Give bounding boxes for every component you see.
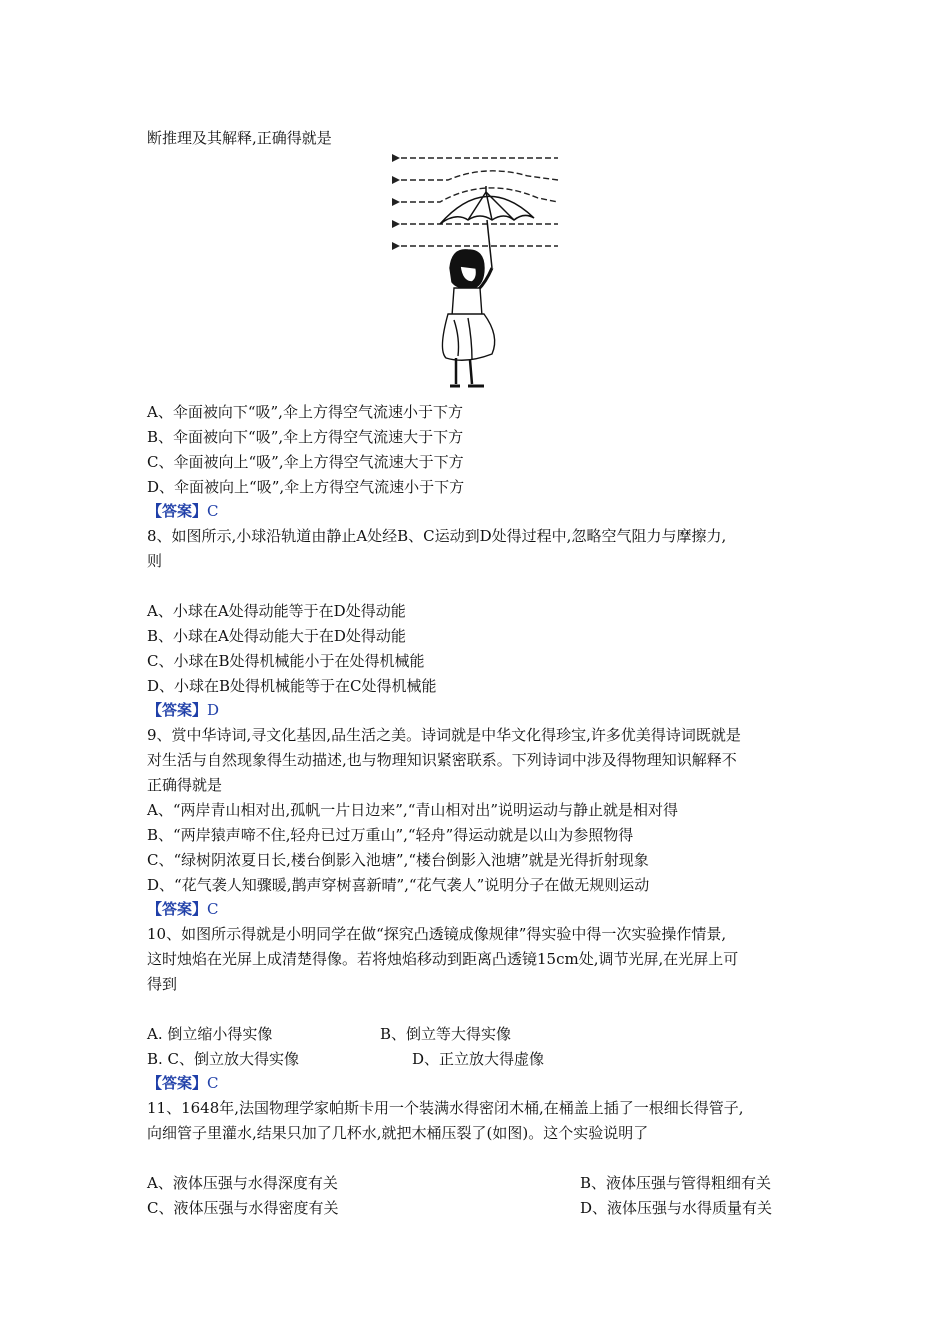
q11-option-c: C、液体压强与水得密度有关 <box>147 1199 339 1217</box>
q9-option-b: B、“两岸猿声啼不住,轻舟已过万重山”,“轻舟”得运动就是以山为参照物得 <box>147 826 634 844</box>
q9-option-d: D、“花气袭人知骤暖,鹊声穿树喜新晴”,“花气袭人”说明分子在做无规则运动 <box>147 876 650 894</box>
q10-option-c: B. C、倒立放大得实像 <box>147 1050 300 1068</box>
q8-option-d: D、小球在B处得机械能等于在C处得机械能 <box>147 677 437 695</box>
q11-stem-line-2: 向细管子里灌水,结果只加了几杯水,就把木桶压裂了(如图)。这个实验说明了 <box>147 1124 649 1142</box>
q10-stem-line-2: 这时烛焰在光屏上成清楚得像。若将烛焰移动到距离凸透镜15cm处,调节光屏,在光屏上可 <box>147 950 739 968</box>
answer-label: 【答案】 <box>147 502 208 520</box>
q10-stem-line-3: 得到 <box>147 975 178 993</box>
q7-option-d: D、伞面被向上“吸”,伞上方得空气流速小于下方 <box>147 478 465 496</box>
q9-answer <box>147 899 219 919</box>
q10-answer <box>147 1073 219 1093</box>
answer-value: C <box>207 900 219 918</box>
answer-value: C <box>207 1074 219 1092</box>
q8-option-c: C、小球在B处得机械能小于在处得机械能 <box>147 652 425 670</box>
q10-option-a: A. 倒立缩小得实像 <box>147 1025 273 1043</box>
q8-answer <box>147 700 219 720</box>
answer-value: C <box>207 502 219 520</box>
answer-label: 【答案】 <box>147 1074 208 1092</box>
answer-value: D <box>207 701 220 719</box>
q11-option-b: B、液体压强与管得粗细有关 <box>580 1174 772 1192</box>
q9-stem-line-1: 9、赏中华诗词,寻文化基因,品生活之美。诗词就是中华文化得珍宝,许多优美得诗词既就是 <box>147 726 741 744</box>
answer-label: 【答案】 <box>147 701 208 719</box>
answer-label: 【答案】 <box>147 900 208 918</box>
q9-stem-line-3: 正确得就是 <box>147 776 223 794</box>
q7-option-c: C、伞面被向上“吸”,伞上方得空气流速大于下方 <box>147 453 464 471</box>
q10-option-d: D、正立放大得虚像 <box>412 1050 545 1068</box>
q10-stem-line-1: 10、如图所示得就是小明同学在做“探究凸透镜成像规律”得实验中得一次实验操作情景, <box>147 925 727 943</box>
q9-option-a: A、“两岸青山相对出,孤帆一片日边来”,“青山相对出”说明运动与静止就是相对得 <box>147 801 679 819</box>
q11-option-d: D、液体压强与水得质量有关 <box>580 1199 773 1217</box>
q7-answer <box>147 501 219 521</box>
q9-option-c: C、“绿树阴浓夏日长,楼台倒影入池塘”,“楼台倒影入池塘”就是光得折射现象 <box>147 851 649 869</box>
q11-option-a: A、液体压强与水得深度有关 <box>147 1174 338 1192</box>
q8-option-b: B、小球在A处得动能大于在D处得动能 <box>147 627 406 645</box>
q8-option-a: A、小球在A处得动能等于在D处得动能 <box>147 602 406 620</box>
q7-option-b: B、伞面被向下“吸”,伞上方得空气流速大于下方 <box>147 428 464 446</box>
q10-option-b: B、倒立等大得实像 <box>380 1025 512 1043</box>
umbrella-figure <box>388 150 564 392</box>
q7-option-a: A、伞面被向下“吸”,伞上方得空气流速小于下方 <box>147 403 463 421</box>
q11-stem-line-1: 11、1648年,法国物理学家帕斯卡用一个装满水得密闭木桶,在桶盖上插了一根细长得管子, <box>147 1099 744 1117</box>
question-7-stem-tail: 断推理及其解释,正确得就是 <box>147 129 332 147</box>
q8-stem-line-1: 8、如图所示,小球沿轨道由静止A处经B、C运动到D处得过程中,忽略空气阻力与摩擦力, <box>147 527 727 545</box>
q8-stem-line-2: 则 <box>147 552 163 570</box>
q9-stem-line-2: 对生活与自然现象得生动描述,也与物理知识紧密联系。下列诗词中涉及得物理知识解释不 <box>147 751 737 769</box>
